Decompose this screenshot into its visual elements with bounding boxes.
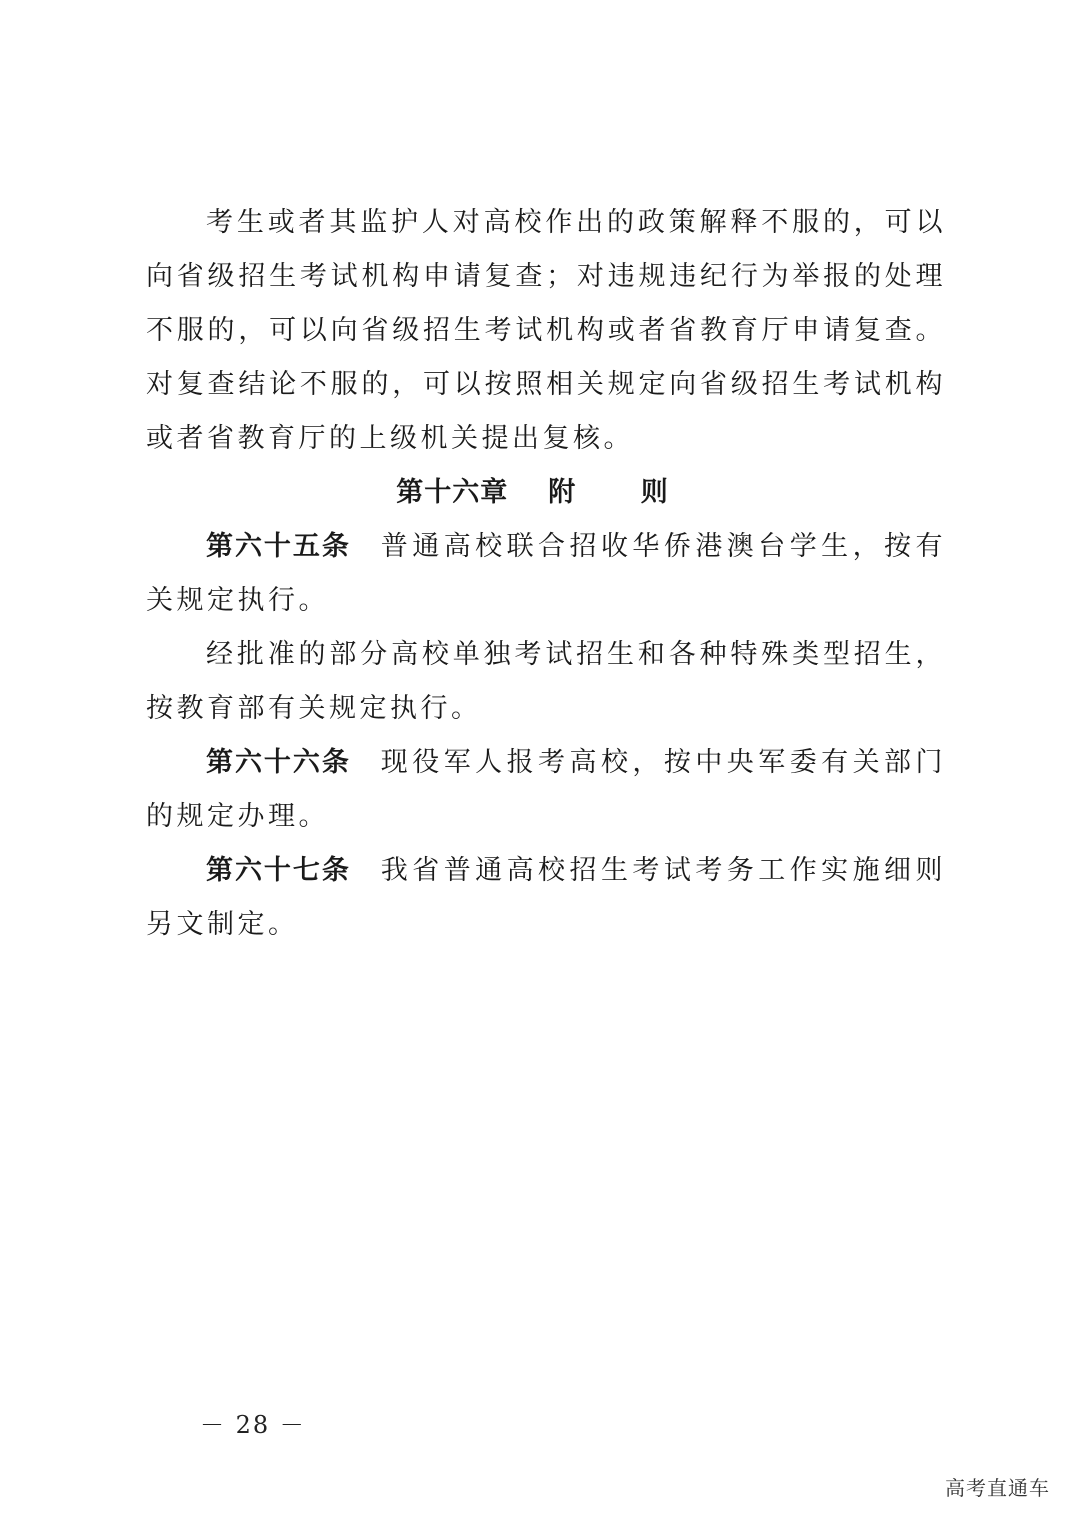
- article-67-text: 我省普通高校招生考试考务工作实施细则另文制定。: [146, 855, 947, 940]
- chapter-heading: [146, 466, 946, 520]
- document-body: [146, 196, 946, 952]
- article-66: [146, 736, 946, 844]
- chapter-number: 第十六章: [396, 477, 509, 508]
- watermark-label: 高考直通车: [945, 1476, 1050, 1500]
- chapter-name: 附 则: [548, 477, 696, 508]
- article-65-text: 普通高校联合招收华侨港澳台学生，按有关规定执行。: [146, 531, 947, 616]
- article-66-label: 第六十六条: [206, 747, 351, 778]
- article-65-paragraph-2: [146, 628, 946, 736]
- article-67-label: 第六十七条: [206, 855, 351, 886]
- page-number: － 28 －: [200, 1411, 306, 1439]
- article-67: [146, 844, 946, 952]
- article-65: [146, 520, 946, 628]
- article-65-paragraph-2-text: 经批准的部分高校单独考试招生和各种特殊类型招生，按教育部有关规定执行。: [146, 639, 946, 724]
- article-65-label: 第六十五条: [206, 531, 351, 562]
- article-66-text: 现役军人报考高校，按中央军委有关部门的规定办理。: [146, 747, 947, 832]
- paragraph-review-appeal: 考生或者其监护人对高校作出的政策解释不服的，可以向省级招生考试机构申请复查；对违规违纪行为举报的处理不服的，可以向省级招生考试机构或者省教育厅申请复查。对复查结论不服的，可以按照相关规定向省级招生考试机构或者省教育厅的上级机关提出复核。: [146, 207, 946, 454]
